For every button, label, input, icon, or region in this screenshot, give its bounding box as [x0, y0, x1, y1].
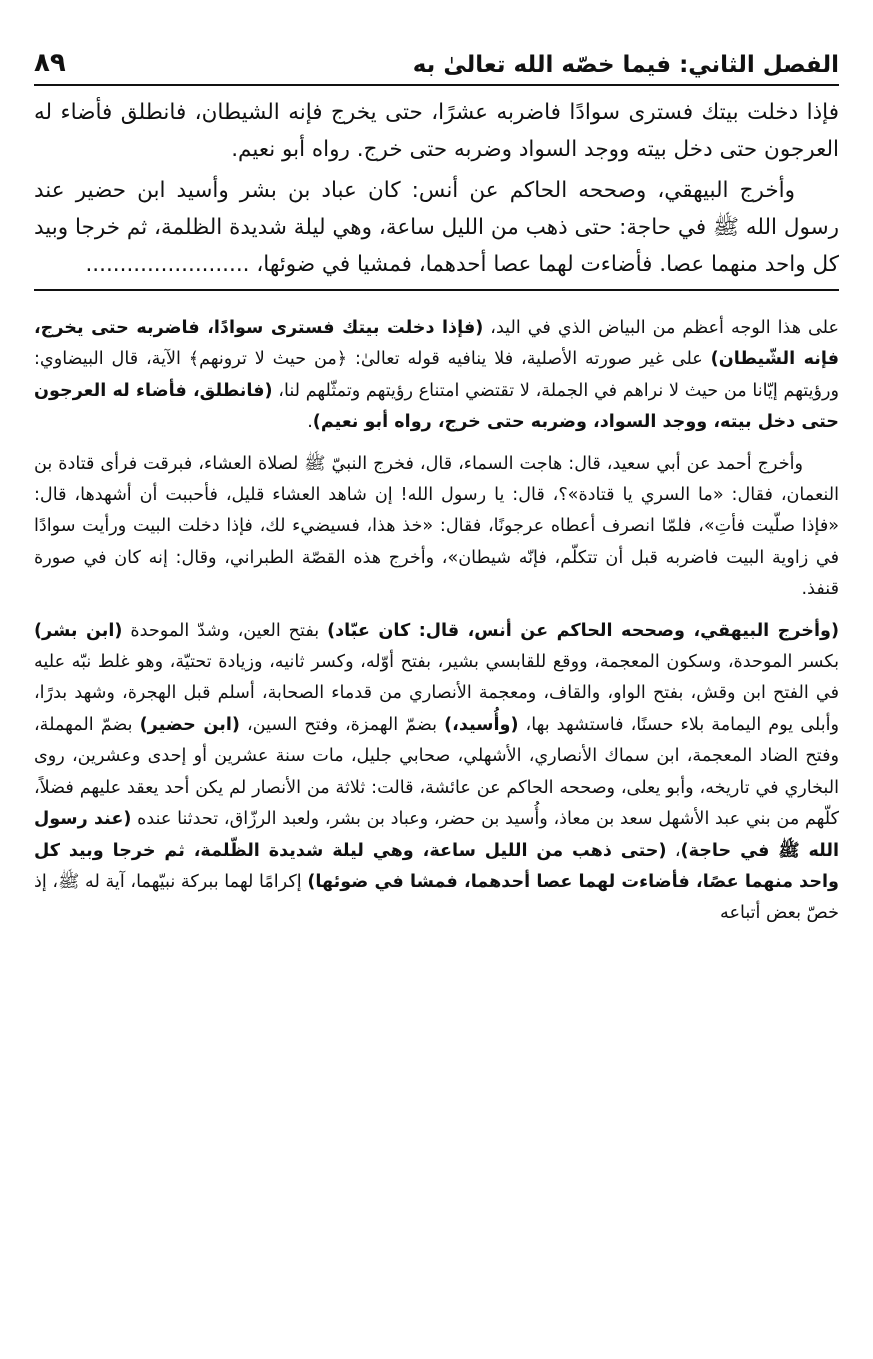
bold-quote-segment: (فإذا دخلت بيتك فسترى سوادًا، فاضربه حتى يخرج، فإنه الشّيطان): [34, 318, 839, 370]
main-text-paragraph: فإذا دخلت بيتك فسترى سوادًا فاضربه عشرًا، حتى يخرج فإنه الشيطان، فانطلق فأضاء له العرجون حتى دخل بيته ووجد السواد وضربه حتى خرج. رواه أبو نعيم.: [34, 100, 839, 162]
text-segment: بفتح العين، وشدّ الموحدة: [122, 620, 328, 641]
main-text-paragraph: وأخرج البيهقي، وصححه الحاكم عن أنس: كان عباد بن بشر وأسيد ابن حضير عند رسول الله ﷺ في حاجة: حتى ذهب من الليل ساعة، وهي ليلة شديدة الظلمة، ثم خرجا وبيد كل واحد منهما عصا. فأضاءت لهما عصا أحدهما، فمشيا في ضوئها، ........................: [34, 178, 839, 277]
commentary-paragraph: وأخرج أحمد عن أبي سعيد، قال: هاجت السماء، قال، فخرج النبيّ ﷺ لصلاة العشاء، فبرقت فرأى قتادة بن النعمان، فقال: «ما السري يا قتادة»؟، قال: يا رسول الله! إن شاهد العشاء قليل، فأحببت أن أشهدها، قال: «فإذا صلّيت فأتِ»، فلمّا انصرف أعطاه عرجونًا، فقال: «خذ هذا، فسيضيء لك، فإذا دخلت البيت ورأيت سوادًا في زاوية البيت فاضربه قبل أن تتكلّم، فإنّه شيطان»، وأخرج هذه القصّة الطبراني، وقال: إنه كان في صورة قنفذ.: [34, 453, 839, 600]
bold-quote-segment: (حتى ذهب من الليل ساعة، وهي ليلة شديدة الظّلمة، ثم خرجا وبيد كل واحد منهما عصًا، فأضاءت لهما عصا أحدهما، فمشا في ضوئها): [34, 840, 839, 892]
running-header: [34, 30, 839, 86]
text-segment: على غير صورته الأصلية، فلا ينافيه قوله تعالىٰ: ﴿من حيث لا ترونهم﴾ الآية، قال البيضاوي: ورؤيتهم إيّانا من حيث لا نراهم في الجملة، لا تقتضي امتناع رؤيتهم وتمثّلهم لنا،: [34, 349, 839, 401]
bold-quote-segment: (وأخرج البيهقي، وصححه الحاكم عن أنس، قال: كان عبّاد): [327, 620, 839, 641]
text-divider: [34, 289, 839, 291]
bold-quote-segment: (عند رسول الله ﷺ في حاجة): [34, 809, 839, 861]
text-segment: ،: [666, 840, 681, 861]
commentary-paragraph: [34, 616, 839, 930]
text-segment: بضمّ المهملة، وفتح الضاد المعجمة، ابن سماك الأنصاري، الأشهلي، صحابي جليل، مات سنة عشرين أو إحدى وعشرين، روى البخاري في تاريخه، وأبو يعلى، وصححه الحاكم عن عائشة، قالت: ثلاثة من الأنصار لم يكن أحد يعقد عليهم فضلاً، كلّهم من بني عبد الأشهل سعد بن معاذ، وأُسيد بن حضر، وعباد بن بشر، ولعبد الرزّاق، تحدثنا عنده: [34, 714, 839, 830]
text-segment: بكسر الموحدة، وسكون المعجمة، ووقع للقابسي بشير، بفتح أوّله، وكسر ثانيه، وزيادة تحتيّة، وهو غلط نبّه عليه في الفتح ابن وقش، بفتح الواو، والقاف، ومعجمة الأنصاري من قدماء الصحابة، أسلم قبل الهجرة، وشهد بدرًا، وأبلى يوم اليمامة بلاء حسنًا، فاستشهد بها،: [34, 652, 839, 735]
page-number: ٨٩: [34, 48, 66, 78]
commentary-paragraph: [34, 313, 839, 439]
text-segment: على هذا الوجه أعظم من البياض الذي في اليد،: [483, 318, 840, 338]
chapter-title: الفصل الثاني: فيما خصّه الله تعالىٰ به: [412, 52, 839, 78]
bold-quote-segment: (ابن بشر): [34, 620, 123, 641]
bold-quote-segment: (فانطلق، فأضاء له العرجون حتى دخل بيته، ووجد السواد، وضربه حتى خرج، رواه أبو نعيم): [34, 380, 839, 433]
text-segment: إكرامًا لهما ببركة نبيّهما، آية له ﷺ، إذ خصّ بعض أتباعه: [34, 871, 839, 924]
text-segment: .: [307, 412, 313, 433]
bold-quote-segment: (ابن حضير): [139, 714, 240, 735]
bold-quote-segment: (وأُسيد،): [444, 714, 519, 735]
text-segment: بضمّ الهمزة، وفتح السين،: [239, 714, 445, 735]
main-text: [34, 94, 839, 283]
commentary: [34, 313, 839, 930]
